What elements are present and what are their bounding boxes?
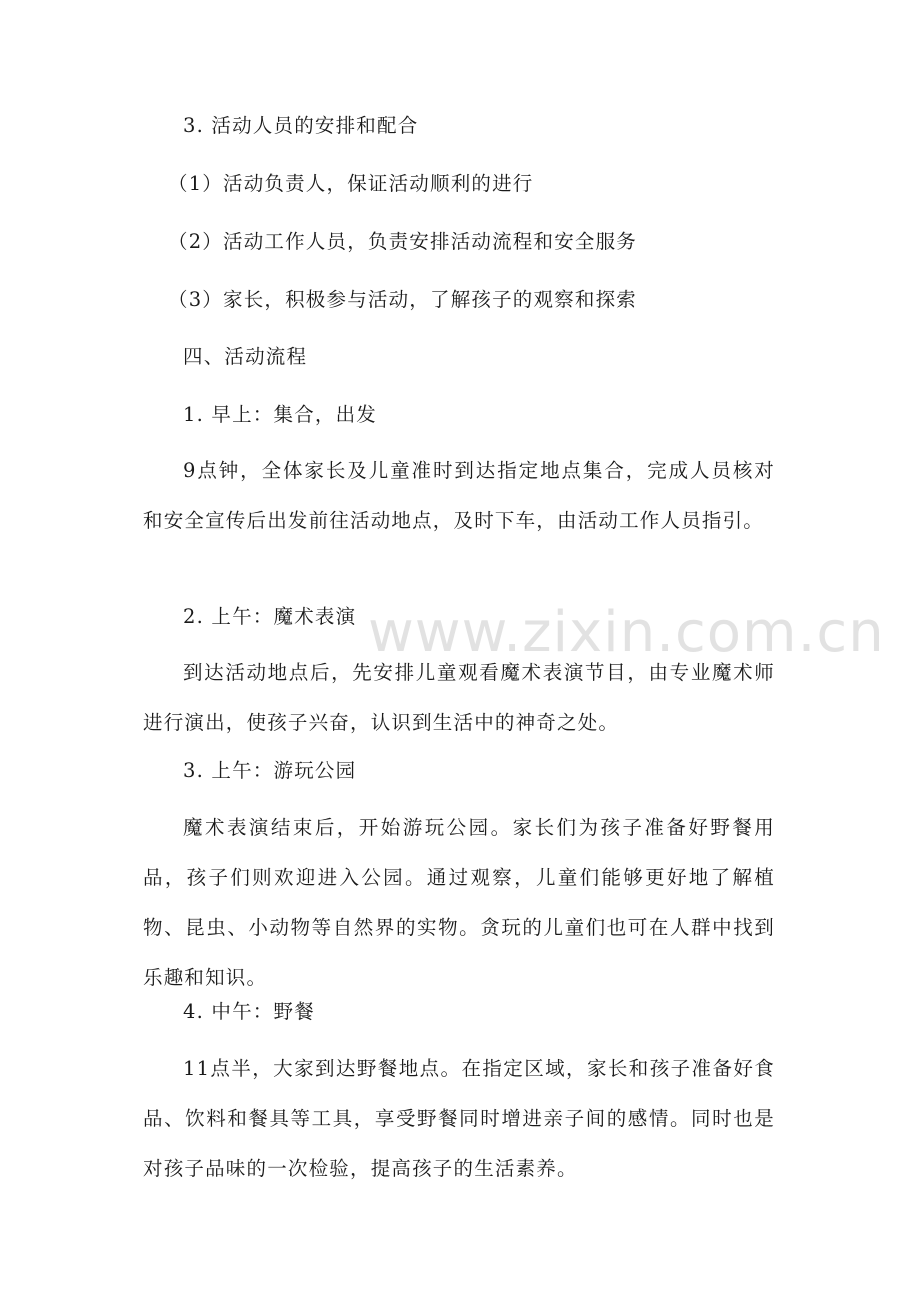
heading-step-2: 2. 上午：魔术表演 [183,605,357,628]
heading-staff-arrangement: 3. 活动人员的安排和配合 [183,114,419,137]
heading-section-4: 四、活动流程 [183,345,308,368]
heading-step-1: 1. 早上：集合，出发 [183,403,378,426]
staff-item-3: （3）家长，积极参与活动，了解孩子的观察和探索 [168,288,638,311]
staff-item-2: （2）活动工作人员，负责安排活动流程和安全服务 [168,230,638,253]
heading-step-4: 4. 中午：野餐 [183,1000,315,1023]
paragraph-step-3: 魔术表演结束后，开始游玩公园。家长们为孩子准备好野餐用品，孩子们则欢迎进入公园。通过观察，儿童们能够更好地了解植物、昆虫、小动物等自然界的实物。贪玩的儿童们也可在人群中找到乐趣和知识。 [143,816,775,989]
site-watermark: www.zixin.com.cn [368,600,885,665]
paragraph-step-2: 到达活动地点后，先安排儿童观看魔术表演节目，由专业魔术师进行演出，使孩子兴奋，认识到生活中的神奇之处。 [143,661,775,734]
paragraph-step-4: 11点半，大家到达野餐地点。在指定区域，家长和孩子准备好食品、饮料和餐具等工具，享受野餐同时增进亲子间的感情。同时也是对孩子品味的一次检验，提高孩子的生活素养。 [143,1057,775,1180]
staff-item-1: （1）活动负责人，保证活动顺利的进行 [168,172,534,195]
paragraph-step-1: 9点钟，全体家长及儿童准时到达指定地点集合，完成人员核对和安全宣传后出发前往活动地点，及时下车，由活动工作人员指引。 [143,459,775,532]
heading-step-3: 3. 上午：游玩公园 [183,759,357,782]
